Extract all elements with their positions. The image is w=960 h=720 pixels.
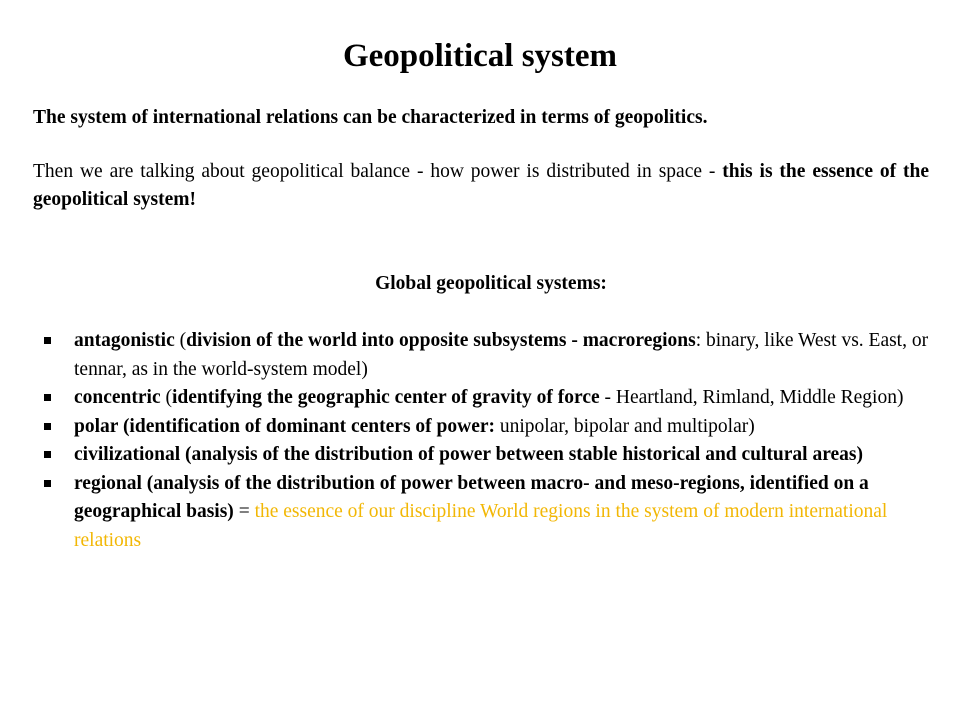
open-paren: ( bbox=[174, 330, 187, 351]
square-bullet-icon bbox=[44, 423, 51, 430]
list-item-polar bbox=[44, 413, 944, 442]
system-term: concentric bbox=[74, 387, 161, 408]
slide-title: Geopolitical system bbox=[342, 38, 618, 74]
balance-emphasis: this is the essence of the geopolitical system! bbox=[33, 161, 929, 210]
intro-section bbox=[33, 104, 929, 214]
system-term: antagonistic bbox=[74, 330, 175, 351]
list-item-regional bbox=[44, 470, 944, 556]
intro-balance-paragraph bbox=[33, 158, 929, 214]
square-bullet-icon bbox=[44, 337, 51, 344]
list-item-civilizational bbox=[44, 441, 944, 470]
list-item-antagonistic bbox=[44, 327, 944, 384]
systems-heading: Global geopolitical systems: bbox=[375, 273, 607, 294]
systems-list bbox=[44, 327, 944, 555]
system-detail: : binary, like West vs. East, or tennar, as in the world-system model) bbox=[74, 330, 929, 380]
equals-sign: = bbox=[233, 501, 255, 522]
square-bullet-icon bbox=[44, 394, 51, 401]
system-detail: - Heartland, Rimland, Middle Region) bbox=[599, 387, 904, 408]
list-item-concentric bbox=[44, 384, 944, 413]
open-paren: ( bbox=[160, 387, 173, 408]
intro-lead-paragraph: The system of international relations can be characterized in terms of geopolitics. bbox=[33, 107, 708, 128]
discipline-highlight: the essence of our discipline World regions in the system of modern international relations bbox=[74, 501, 888, 551]
system-term: polar (identification of dominant centers of power: bbox=[74, 415, 496, 437]
system-term: regional (analysis of the distribution of power between macro- and meso-regions, identified on a geographical basis) bbox=[74, 472, 869, 522]
system-term: civilizational (analysis of the distribution of power between stable historical and cultural areas) bbox=[74, 444, 864, 465]
system-detail-bold: identifying the geographic center of gravity of force bbox=[172, 387, 600, 408]
system-detail: unipolar, bipolar and multipolar) bbox=[495, 415, 755, 437]
square-bullet-icon bbox=[44, 451, 51, 458]
balance-text: Then we are talking about geopolitical balance - how power is distributed in space - bbox=[33, 161, 723, 182]
system-detail-bold: division of the world into opposite subsystems - macroregions bbox=[186, 330, 696, 351]
square-bullet-icon bbox=[44, 480, 51, 487]
